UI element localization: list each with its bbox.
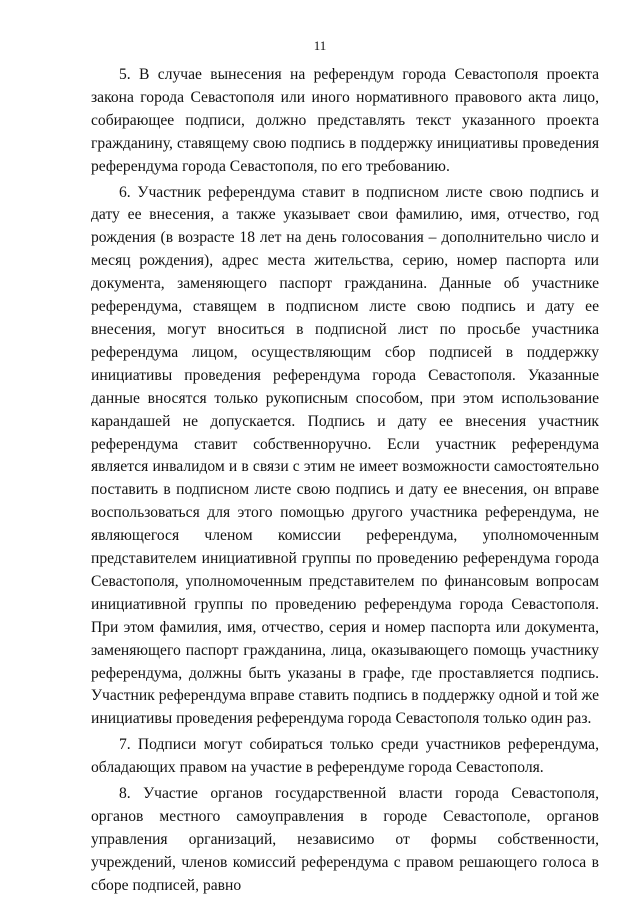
paragraph-item-6: 6. Участник референдума ставит в подписном листе свою подпись и дату ее внесения, а также указывает свои фамилию, имя, отчество, год рождения (в возрасте 18 лет на день голосования – дополнительно число и месяц рождения), адрес места жительства, серию, номер паспорта или документа, заменяющего паспорт гражданина. Данные об участнике референдума, ставящем в подписном листе свою подпись и дату ее внесения, могут вноситься в подписной лист по просьбе участника референдума лицом, осуществляющим сбор подписей в поддержку инициативы проведения референдума города Севастополя. Указанные данные вносятся только рукописным способом, при этом использование карандашей не допускается. Подпись и дату ее внесения участник референдума ставит собственноручно. Если участник референдума является инвалидом и в связи с этим не имеет возможности самостоятельно поставить в подписном листе свою подпись и дату ее внесения, он вправе воспользоваться для этого помощью другого участника референдума, не являющегося членом комиссии референдума, уполномоченным представителем инициативной группы по проведению референдума города Севастополя, уполномоченным представителем по финансовым вопросам инициативной группы по проведению референдума города Севастополя. При этом фамилия, имя, отчество, серия и номер паспорта или документа, заменяющего паспорт гражданина, лица, оказывающего помощь участнику референдума, должны быть указаны в графе, где проставляется подпись. Участник референдума вправе ставить подпись в поддержку одной и той же инициативы проведения референдума города Севастополя только один раз.	[91, 183, 599, 728]
paragraph-item-8: 8. Участие органов государственной власти города Севастополя, органов местного самоуправления в городе Севастополе, органов управления организаций, независимо от формы собственности, учреждений, членов комиссий референдума с правом решающего голоса в сборе подписей, равно	[91, 785, 599, 894]
document-body	[91, 64, 599, 901]
paragraph-item-5: 5. В случае вынесения на референдум города Севастополя проекта закона города Севастополя или иного нормативного правового акта лицо, собирающее подписи, должно представлять текст указанного проекта гражданину, ставящему свою подпись в поддержку инициативы проведения референдума города Севастополя, по его требованию.	[91, 66, 599, 175]
paragraph-item-7: 7. Подписи могут собираться только среди участников референдума, обладающих правом на участие в референдуме города Севастополя.	[91, 736, 599, 777]
page-number: 11	[313, 38, 327, 53]
